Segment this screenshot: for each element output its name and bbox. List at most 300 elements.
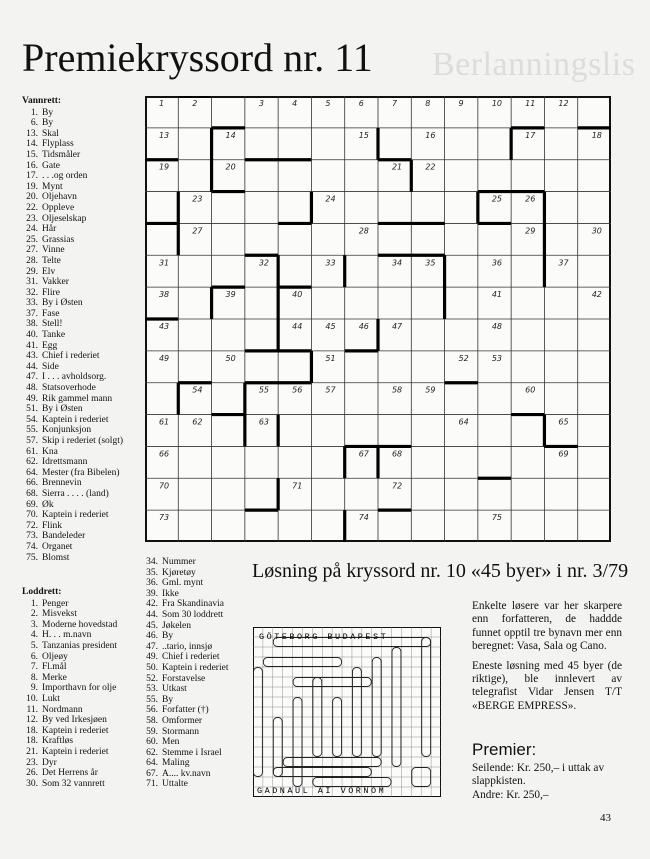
- clue-item: [22, 758, 117, 769]
- grid-number: 12: [558, 99, 569, 108]
- clue-text: Nordmann: [42, 704, 83, 715]
- grid-number: 71: [292, 481, 303, 491]
- clue-number: 31.: [26, 277, 38, 288]
- clue-item: [22, 171, 123, 182]
- grid-number: 33: [325, 258, 336, 268]
- clue-item: [142, 631, 228, 642]
- page-number: 43: [600, 812, 611, 824]
- clue-text: Flyplass: [42, 139, 74, 150]
- grid-number: 38: [158, 290, 170, 300]
- clue-item: [142, 610, 228, 621]
- clue-number: 70.: [26, 510, 38, 521]
- clue-text: . . .og orden: [42, 171, 88, 182]
- clue-item: [22, 436, 123, 447]
- grid-number: 11: [525, 99, 536, 108]
- down-heading: Loddrett:: [22, 587, 62, 597]
- clue-number: 64.: [146, 758, 158, 769]
- clue-text: By: [162, 694, 174, 705]
- clue-number: 2.: [30, 609, 38, 620]
- clue-text: Moderne hovedstad: [42, 619, 118, 630]
- grid-number: 45: [325, 322, 336, 331]
- clue-number: 73.: [26, 531, 38, 542]
- grid-number: 17: [525, 130, 536, 140]
- grid-number: 64: [458, 417, 469, 427]
- clue-item: [22, 715, 117, 726]
- clue-text: Utkast: [162, 684, 187, 695]
- prize-line-2: Andre: Kr. 250,–: [472, 788, 549, 801]
- clue-text: Blomst: [42, 552, 70, 563]
- clue-number: 23.: [26, 757, 38, 768]
- clue-item: [22, 662, 117, 673]
- clue-item: [22, 531, 123, 542]
- across-list: [22, 108, 123, 564]
- clue-text: Fl.mål: [42, 662, 67, 673]
- clue-text: Kjøretøy: [162, 567, 196, 578]
- clues-down-b: [142, 557, 228, 790]
- clue-number: 36.: [146, 578, 158, 589]
- clue-number: 46.: [146, 631, 158, 642]
- clue-text: Elv: [42, 266, 56, 277]
- clue-item: [22, 652, 117, 663]
- clue-item: [22, 620, 117, 631]
- clue-item: [22, 415, 123, 426]
- grid-number: 57: [325, 385, 336, 395]
- clue-number: 29.: [26, 266, 38, 277]
- clue-number: 56.: [146, 705, 158, 716]
- clue-item: [142, 568, 228, 579]
- clue-number: 48.: [26, 383, 38, 394]
- clue-text: Dyr: [42, 757, 57, 768]
- grid-number: 52: [458, 353, 469, 363]
- clue-text: By: [162, 631, 174, 642]
- clue-number: 5.: [30, 640, 38, 651]
- clue-text: Chief i rederiet: [42, 351, 100, 362]
- clue-text: Misvekst: [42, 609, 77, 620]
- clue-number: 72.: [26, 520, 38, 531]
- clue-item: [142, 684, 228, 695]
- clue-number: 23.: [26, 213, 38, 224]
- grid-number: 51: [325, 353, 336, 363]
- clue-number: 18.: [26, 725, 38, 736]
- clue-number: 49.: [26, 393, 38, 404]
- clue-item: [142, 589, 228, 600]
- clue-number: 35.: [146, 567, 158, 578]
- clue-text: Kaptein i rederiet: [42, 414, 109, 425]
- clue-item: [142, 652, 228, 663]
- clue-number: 42.: [146, 599, 158, 610]
- clue-item: [22, 478, 123, 489]
- clue-number: 45.: [146, 620, 158, 631]
- clue-number: 20.: [26, 192, 38, 203]
- clue-item: [22, 457, 123, 468]
- clue-text: Kaptein i rederiet: [42, 746, 109, 757]
- grid-number: 25: [491, 194, 503, 204]
- clue-item: [22, 500, 123, 511]
- clue-number: 61.: [26, 446, 38, 457]
- clue-item: [22, 139, 123, 150]
- clue-number: 62.: [26, 457, 38, 468]
- clue-item: [142, 727, 228, 738]
- grid-number: 5: [325, 99, 331, 108]
- clue-item: [22, 362, 123, 373]
- clue-text: Nummer: [162, 557, 196, 567]
- page-title: Premiekryssord nr. 11: [22, 35, 373, 80]
- clue-number: 32.: [26, 287, 38, 298]
- clue-number: 17.: [26, 171, 38, 182]
- clue-number: 28.: [26, 255, 38, 266]
- grid-number: 23: [192, 194, 203, 204]
- clue-number: 4.: [30, 630, 38, 641]
- clue-number: 44.: [146, 609, 158, 620]
- solution-frame: [254, 628, 441, 797]
- grid-number: 35: [425, 258, 436, 268]
- clue-item: [22, 341, 123, 352]
- clue-item: [142, 779, 228, 790]
- grid-number: 10: [491, 99, 503, 108]
- clue-item: [22, 383, 123, 394]
- clue-number: 55.: [26, 425, 38, 436]
- clue-item: [22, 182, 123, 193]
- clue-text: Idrettsmann: [42, 457, 88, 468]
- grid-number: 47: [391, 322, 403, 331]
- grid-number: 16: [425, 130, 436, 140]
- clue-item: [22, 129, 123, 140]
- clue-number: 6.: [30, 651, 38, 662]
- clue-number: 21.: [26, 746, 38, 757]
- clue-text: ..tario, innsjø: [162, 641, 213, 652]
- clue-text: Kaptein i rederiet: [162, 662, 229, 673]
- clue-text: Skal: [42, 128, 59, 139]
- clue-item: [142, 621, 228, 632]
- clue-number: 41.: [26, 340, 38, 351]
- clue-text: Mester (fra Bibelen): [42, 467, 120, 478]
- clue-number: 55.: [146, 694, 158, 705]
- clue-number: 69.: [26, 499, 38, 510]
- clue-item: [142, 737, 228, 748]
- clue-item: [22, 203, 123, 214]
- clue-text: By ved Irkesjøen: [42, 715, 107, 726]
- clue-item: [142, 769, 228, 780]
- grid-number: 21: [391, 162, 403, 172]
- grid-number: 73: [158, 513, 170, 523]
- clue-number: 10.: [26, 693, 38, 704]
- clues-across: [22, 96, 123, 563]
- grid-number: 62: [192, 417, 203, 427]
- grid-number: 58: [391, 385, 403, 395]
- grid-number: 50: [225, 353, 236, 363]
- grid-number: 37: [558, 258, 569, 268]
- solution-row-bottom: GADNAUL AI VORNOM: [257, 786, 387, 796]
- clue-text: Fase: [42, 308, 60, 319]
- clue-text: Organet: [42, 541, 73, 552]
- clue-item: [22, 609, 117, 620]
- clue-number: 33.: [26, 298, 38, 309]
- clue-text: Tanzanias president: [42, 640, 118, 651]
- grid-number: 44: [292, 322, 303, 331]
- clue-item: [142, 758, 228, 769]
- clue-item: [22, 736, 117, 747]
- down-list: [22, 599, 117, 790]
- clue-number: 1.: [30, 107, 38, 118]
- grid-number: 6: [358, 99, 364, 108]
- clue-number: 64.: [26, 467, 38, 478]
- grid-number: 67: [358, 449, 369, 459]
- clue-text: Forfatter (†): [162, 705, 209, 716]
- clue-item: [22, 425, 123, 436]
- clue-item: [22, 319, 123, 330]
- clue-item: [22, 641, 117, 652]
- clue-item: [22, 372, 123, 383]
- clue-text: Stormann: [162, 726, 199, 737]
- clue-text: Omformer: [162, 715, 203, 726]
- clue-text: Vakker: [42, 277, 69, 288]
- grid-number: 3: [258, 99, 264, 108]
- clue-item: [22, 267, 123, 278]
- grid-number: 8: [425, 99, 431, 108]
- clue-item: [22, 768, 117, 779]
- grid-number: 49: [158, 353, 170, 363]
- grid-number: 9: [458, 99, 464, 108]
- clue-number: 3.: [30, 619, 38, 630]
- grid-number: 41: [491, 290, 503, 300]
- clue-text: Oljeselskap: [42, 213, 87, 224]
- clue-number: 43.: [26, 351, 38, 362]
- clue-number: 25.: [26, 234, 38, 245]
- clue-number: 34.: [146, 557, 158, 567]
- clue-number: 66.: [26, 478, 38, 489]
- clue-number: 54.: [26, 414, 38, 425]
- clue-text: Penger: [42, 598, 69, 609]
- solution-row-top: GÖTEBORG BUDAPEST: [259, 632, 389, 642]
- clue-number: 74.: [26, 541, 38, 552]
- clue-text: I . . . avholdsorg.: [42, 372, 107, 383]
- clue-item: [22, 747, 117, 758]
- clue-number: 49.: [146, 652, 158, 663]
- grid-number: 30: [591, 226, 602, 236]
- clue-number: 26.: [26, 768, 38, 779]
- clue-text: Fra Skandinavia: [162, 599, 225, 610]
- grid-number: 61: [158, 417, 170, 427]
- grid-number: 28: [358, 226, 369, 236]
- grid-number: 22: [425, 162, 436, 172]
- clue-text: Kaptein i rederiet: [42, 510, 109, 521]
- clue-number: 7.: [30, 662, 38, 673]
- clue-item: [22, 118, 123, 129]
- clue-number: 53.: [146, 684, 158, 695]
- clue-text: Skip i rederiet (solgt): [42, 436, 123, 446]
- clue-text: Brennevin: [42, 478, 82, 489]
- clue-text: Som 30 loddrett: [162, 609, 224, 620]
- clue-number: 60.: [146, 737, 158, 748]
- clue-text: Merke: [42, 672, 67, 683]
- grid-number: 32: [258, 258, 270, 268]
- clue-text: Kaptein i rederiet: [42, 725, 109, 736]
- grid-number: 39: [225, 290, 236, 300]
- clue-item: [22, 150, 123, 161]
- clue-number: 1.: [30, 598, 38, 609]
- clue-text: H. . . m.navn: [42, 630, 92, 641]
- clue-item: [22, 510, 123, 521]
- clues-down-a: [22, 587, 117, 789]
- clue-item: [22, 553, 123, 564]
- clue-item: [22, 394, 123, 405]
- solution-title: Løsning på kryssord nr. 10 «45 byer» i nr. 3/79: [252, 560, 629, 582]
- clue-item: [142, 705, 228, 716]
- grid-number: 74: [358, 513, 369, 523]
- clue-number: 38.: [26, 319, 38, 330]
- clue-item: [22, 288, 123, 299]
- grid-number: 69: [558, 449, 569, 459]
- clue-number: 58.: [146, 715, 158, 726]
- clue-number: 57.: [26, 436, 38, 446]
- grid-number: 7: [391, 99, 398, 108]
- clue-text: Konjunksjon: [42, 425, 92, 436]
- clue-text: Uttalte: [162, 779, 188, 790]
- clue-item: [142, 557, 228, 568]
- clue-item: [142, 599, 228, 610]
- clue-text: Gate: [42, 160, 60, 171]
- clue-number: 40.: [26, 330, 38, 341]
- clue-number: 14.: [26, 139, 38, 150]
- clue-text: Ikke: [162, 588, 179, 599]
- clue-number: 15.: [26, 149, 38, 160]
- clue-number: 67.: [146, 768, 158, 779]
- clue-item: [22, 447, 123, 458]
- clue-number: 6.: [30, 118, 38, 129]
- clue-text: Flire: [42, 287, 60, 298]
- clue-item: [142, 748, 228, 759]
- clue-text: Sierra . . . . (land): [42, 488, 109, 499]
- clue-item: [142, 674, 228, 685]
- clue-number: 68.: [26, 488, 38, 499]
- clue-item: [22, 630, 117, 641]
- clue-text: Maling: [162, 758, 190, 769]
- clue-number: 22.: [26, 202, 38, 213]
- clue-number: 24.: [26, 224, 38, 235]
- clue-text: By i Østen: [42, 404, 83, 415]
- clue-text: Stemme i Israel: [162, 747, 222, 758]
- grid-number: 66: [158, 449, 170, 459]
- clue-text: Oljehavn: [42, 192, 77, 203]
- clue-text: Mynt: [42, 181, 63, 192]
- grid-number: 31: [158, 258, 170, 268]
- clue-item: [22, 705, 117, 716]
- clue-item: [22, 108, 123, 119]
- clue-item: [22, 779, 117, 790]
- clue-number: 51.: [26, 404, 38, 415]
- grid-number: 63: [258, 417, 270, 427]
- grid-number: 48: [491, 322, 503, 331]
- clue-number: 75.: [26, 552, 38, 563]
- clue-text: Flink: [42, 520, 63, 531]
- crossword-grid: [145, 96, 611, 542]
- grid-number: 2: [192, 99, 198, 108]
- clue-text: Gml. mynt: [162, 578, 204, 589]
- clue-number: 44.: [26, 361, 38, 372]
- clue-text: Rik gammel mann: [42, 393, 113, 404]
- clue-text: Øk: [42, 499, 54, 510]
- clue-text: Telte: [42, 255, 61, 266]
- solution-grid: [253, 627, 441, 797]
- clue-item: [22, 235, 123, 246]
- clue-item: [22, 245, 123, 256]
- clue-item: [22, 330, 123, 341]
- grid-number: 4: [292, 99, 298, 108]
- clue-number: 62.: [146, 747, 158, 758]
- clue-text: Statsoverhode: [42, 383, 96, 394]
- clue-item: [22, 726, 117, 737]
- clue-text: Oljeøy: [42, 651, 68, 662]
- prizes-heading: Premier:: [472, 740, 537, 759]
- clue-number: 71.: [146, 779, 158, 790]
- clue-item: [22, 161, 123, 172]
- grid-number: 65: [558, 417, 569, 427]
- clue-text: Men: [162, 737, 180, 748]
- solution-paragraph-2: Eneste løsning med 45 byer (de riktige), ble innlevert av telegrafist Vidar Jensen T/T «BERGE EMPRESS».: [472, 659, 622, 712]
- grid-number: 70: [158, 481, 170, 491]
- clue-item: [142, 578, 228, 589]
- clue-item: [22, 521, 123, 532]
- clue-number: 39.: [146, 588, 158, 599]
- clue-item: [22, 404, 123, 415]
- grid-number: 34: [391, 258, 403, 268]
- grid-number: 27: [192, 226, 203, 236]
- grid-number: 36: [491, 258, 503, 268]
- grid-number: 55: [258, 385, 270, 395]
- clue-text: Grassias: [42, 234, 75, 245]
- clue-item: [22, 351, 123, 362]
- grid-number: 46: [358, 322, 369, 331]
- clue-text: Vinne: [42, 245, 65, 256]
- clue-item: [22, 256, 123, 267]
- grid-number: 75: [491, 513, 503, 523]
- clue-item: [22, 694, 117, 705]
- clue-item: [22, 192, 123, 203]
- grid-number: 29: [525, 226, 536, 236]
- clue-number: 50.: [146, 662, 158, 673]
- clue-text: Stell!: [42, 319, 63, 330]
- clue-text: Lukt: [42, 693, 60, 704]
- clue-number: 13.: [26, 128, 38, 139]
- faded-background-heading: Berlanningslis: [432, 46, 636, 83]
- clue-item: [22, 214, 123, 225]
- grid-number: 20: [225, 162, 236, 172]
- grid-number: 15: [358, 130, 369, 140]
- clue-item: [22, 489, 123, 500]
- clue-number: 18.: [26, 736, 38, 747]
- clue-number: 37.: [26, 308, 38, 319]
- clue-number: 16.: [26, 160, 38, 171]
- clue-text: Hår: [42, 224, 57, 235]
- clue-number: 9.: [30, 683, 38, 694]
- clue-text: Oppleve: [42, 202, 75, 213]
- clue-item: [142, 695, 228, 706]
- grid-number: 68: [391, 449, 403, 459]
- grid-number: 54: [192, 385, 203, 395]
- clue-number: 59.: [146, 726, 158, 737]
- clue-number: 8.: [30, 672, 38, 683]
- clue-item: [22, 309, 123, 320]
- clue-number: 47.: [26, 372, 38, 383]
- clue-number: 19.: [26, 181, 38, 192]
- clue-number: 27.: [26, 245, 38, 256]
- clue-item: [142, 663, 228, 674]
- clue-text: Kraftløs: [42, 736, 74, 747]
- grid-number: 53: [491, 353, 503, 363]
- clue-text: Som 32 vannrett: [42, 778, 105, 789]
- clue-text: Kna: [42, 446, 58, 457]
- grid-number: 40: [292, 290, 303, 300]
